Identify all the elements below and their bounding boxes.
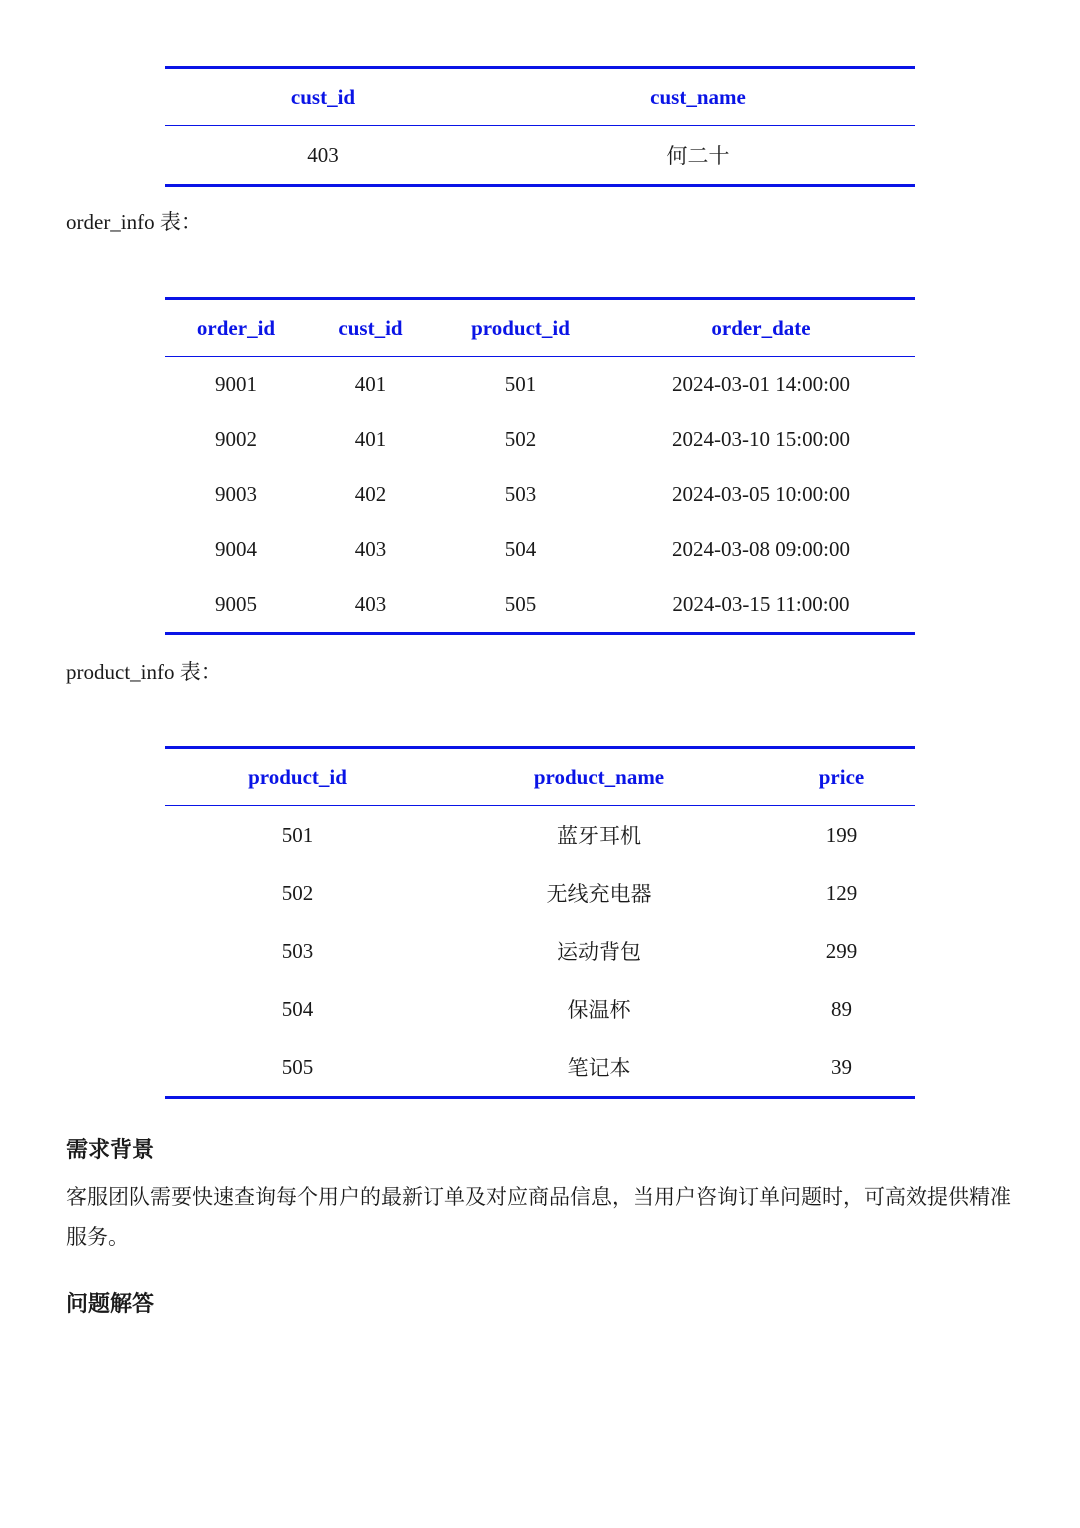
table-cell: 199 — [825, 822, 858, 847]
table-cell: 402 — [354, 482, 387, 506]
table-row — [165, 1038, 915, 1098]
table-cell: 9002 — [215, 427, 257, 451]
table-cell: 401 — [354, 427, 387, 451]
table-row — [165, 864, 915, 922]
product-info-caption: product_info 表： — [66, 660, 222, 684]
column-header: order_id — [165, 299, 307, 357]
table-cell: 505 — [434, 577, 607, 634]
column-header: order_date — [607, 299, 915, 357]
table-cell: 89 — [831, 996, 852, 1021]
table-cell: 403 — [165, 126, 481, 186]
table-cell: 2024-03-05 10:00:00 — [672, 482, 850, 506]
product-info-table — [165, 746, 915, 1099]
table-cell: 505 — [165, 1038, 430, 1098]
table-cell: 39 — [768, 1038, 915, 1098]
table-header-row — [165, 68, 915, 126]
table-cell: 403 — [354, 537, 387, 561]
column-header: cust_id — [165, 68, 481, 126]
table-row — [165, 577, 915, 634]
background-paragraph: 客服团队需要快速查询每个用户的最新订单及对应商品信息，当用户咨询订单问题时，可高效提供精准服务。 — [66, 1185, 1011, 1249]
table-cell: 503 — [504, 482, 537, 506]
table-cell: 9005 — [165, 577, 307, 634]
section-heading-background: 需求背景 — [66, 1138, 155, 1163]
table-cell: 503 — [281, 938, 314, 963]
table-cell: 何二十 — [481, 126, 915, 186]
table-row — [165, 922, 915, 980]
table-row — [165, 412, 915, 467]
table-cell: 保温杯 — [567, 998, 631, 1022]
table-cell: 2024-03-01 14:00:00 — [672, 372, 850, 396]
column-header: cust_name — [481, 68, 915, 126]
table-row — [165, 522, 915, 577]
table-cell: 504 — [504, 537, 537, 561]
table-cell: 笔记本 — [430, 1038, 768, 1098]
table-header-row — [165, 748, 915, 806]
table-row — [165, 126, 915, 186]
table-cell: 9004 — [215, 537, 257, 561]
table-row — [165, 357, 915, 413]
table-cell: 2024-03-08 09:00:00 — [672, 537, 850, 561]
column-header: cust_id — [307, 299, 434, 357]
table-cell: 2024-03-15 11:00:00 — [607, 577, 915, 634]
table-cell: 401 — [354, 372, 387, 396]
table-cell: 501 — [504, 372, 537, 396]
table-cell: 504 — [281, 996, 314, 1021]
table-header-row — [165, 299, 915, 357]
table-cell: 无线充电器 — [546, 882, 652, 906]
column-header: product_id — [165, 748, 430, 806]
column-header: price — [768, 748, 915, 806]
order-info-caption: order_info 表： — [66, 210, 202, 234]
table-cell: 蓝牙耳机 — [557, 824, 641, 848]
table-row — [165, 806, 915, 865]
table-cell: 403 — [307, 577, 434, 634]
table-row — [165, 467, 915, 522]
table-cell: 502 — [504, 427, 537, 451]
table-cell: 501 — [281, 822, 314, 847]
table-cell: 502 — [281, 880, 314, 905]
order-info-table — [165, 297, 915, 635]
column-header: product_id — [434, 299, 607, 357]
column-header: product_name — [430, 748, 768, 806]
table-cell: 2024-03-10 15:00:00 — [672, 427, 850, 451]
table-cell: 运动背包 — [557, 940, 641, 964]
table-cell: 9001 — [215, 372, 257, 396]
table-row — [165, 980, 915, 1038]
table-cell: 299 — [825, 938, 858, 963]
section-heading-answer: 问题解答 — [66, 1292, 155, 1317]
customer-table — [165, 66, 915, 187]
table-cell: 129 — [825, 880, 858, 905]
table-cell: 9003 — [215, 482, 257, 506]
